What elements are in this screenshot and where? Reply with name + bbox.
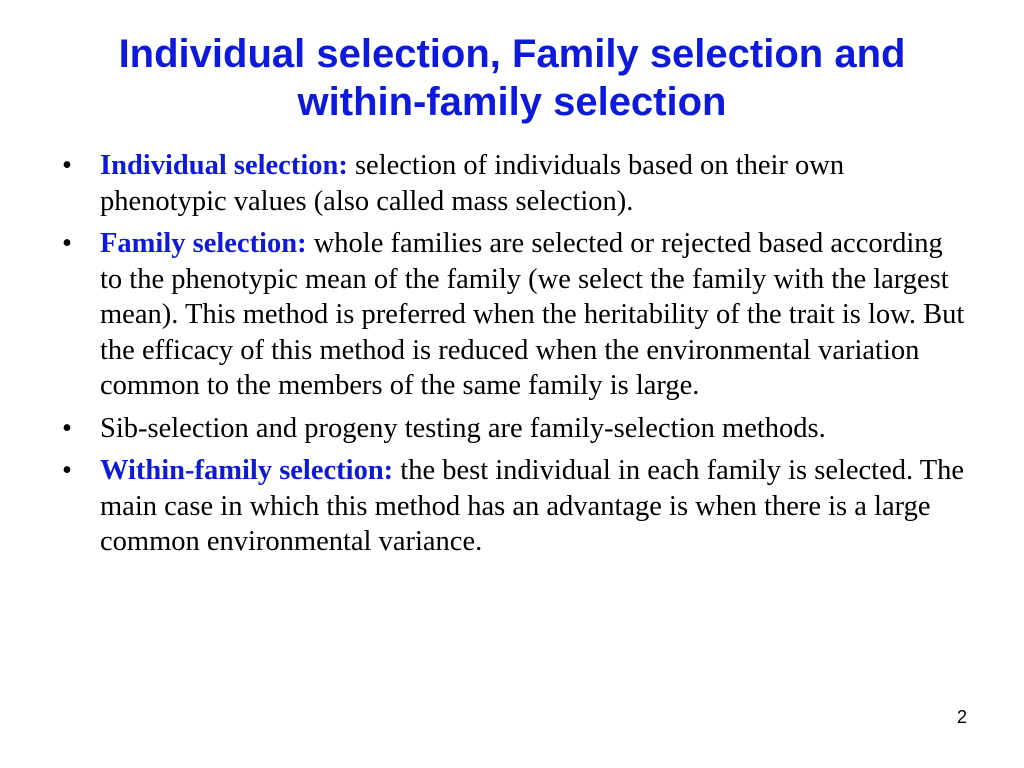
bullet-dot: • bbox=[62, 150, 72, 181]
bullet-list bbox=[60, 148, 970, 567]
bullet-item-sib-selection bbox=[60, 411, 970, 447]
bullet-text: selection of individuals based on their own phenotypic values (also called mass selection). bbox=[100, 150, 845, 217]
bullet-dot: • bbox=[62, 412, 72, 444]
bullet-term: Individual selection: bbox=[100, 150, 355, 181]
bullet-term: Within-family selection: bbox=[100, 455, 401, 486]
slide-title bbox=[40, 30, 984, 126]
bullet-text: the best individual in each family is selected. The main case in which this method has an advantage is when there is a large common environmental variance. bbox=[100, 455, 965, 557]
bullet-item-individual-selection bbox=[60, 148, 970, 219]
bullet-dot: • bbox=[62, 228, 72, 259]
page-number: 2 bbox=[956, 707, 967, 727]
bullet-text: Sib-selection and progeny testing are family-selection methods. bbox=[100, 412, 826, 444]
bullet-text: whole families are selected or rejected based according to the phenotypic mean of the family (we select the family with the largest mean). This method is preferred when the heritability of the trait is low. But the efficacy of this method is reduced when the environmental variation common to the members of the same family is large. bbox=[100, 228, 965, 401]
bullet-term: Family selection: bbox=[100, 228, 314, 259]
bullet-item-family-selection bbox=[60, 226, 970, 404]
bullet-item-within-family-selection bbox=[60, 453, 970, 560]
bullet-dot: • bbox=[62, 455, 72, 486]
slide-title-line-2: within-family selection bbox=[297, 80, 727, 124]
slide-title-line-1: Individual selection, Family selection and bbox=[118, 32, 906, 76]
